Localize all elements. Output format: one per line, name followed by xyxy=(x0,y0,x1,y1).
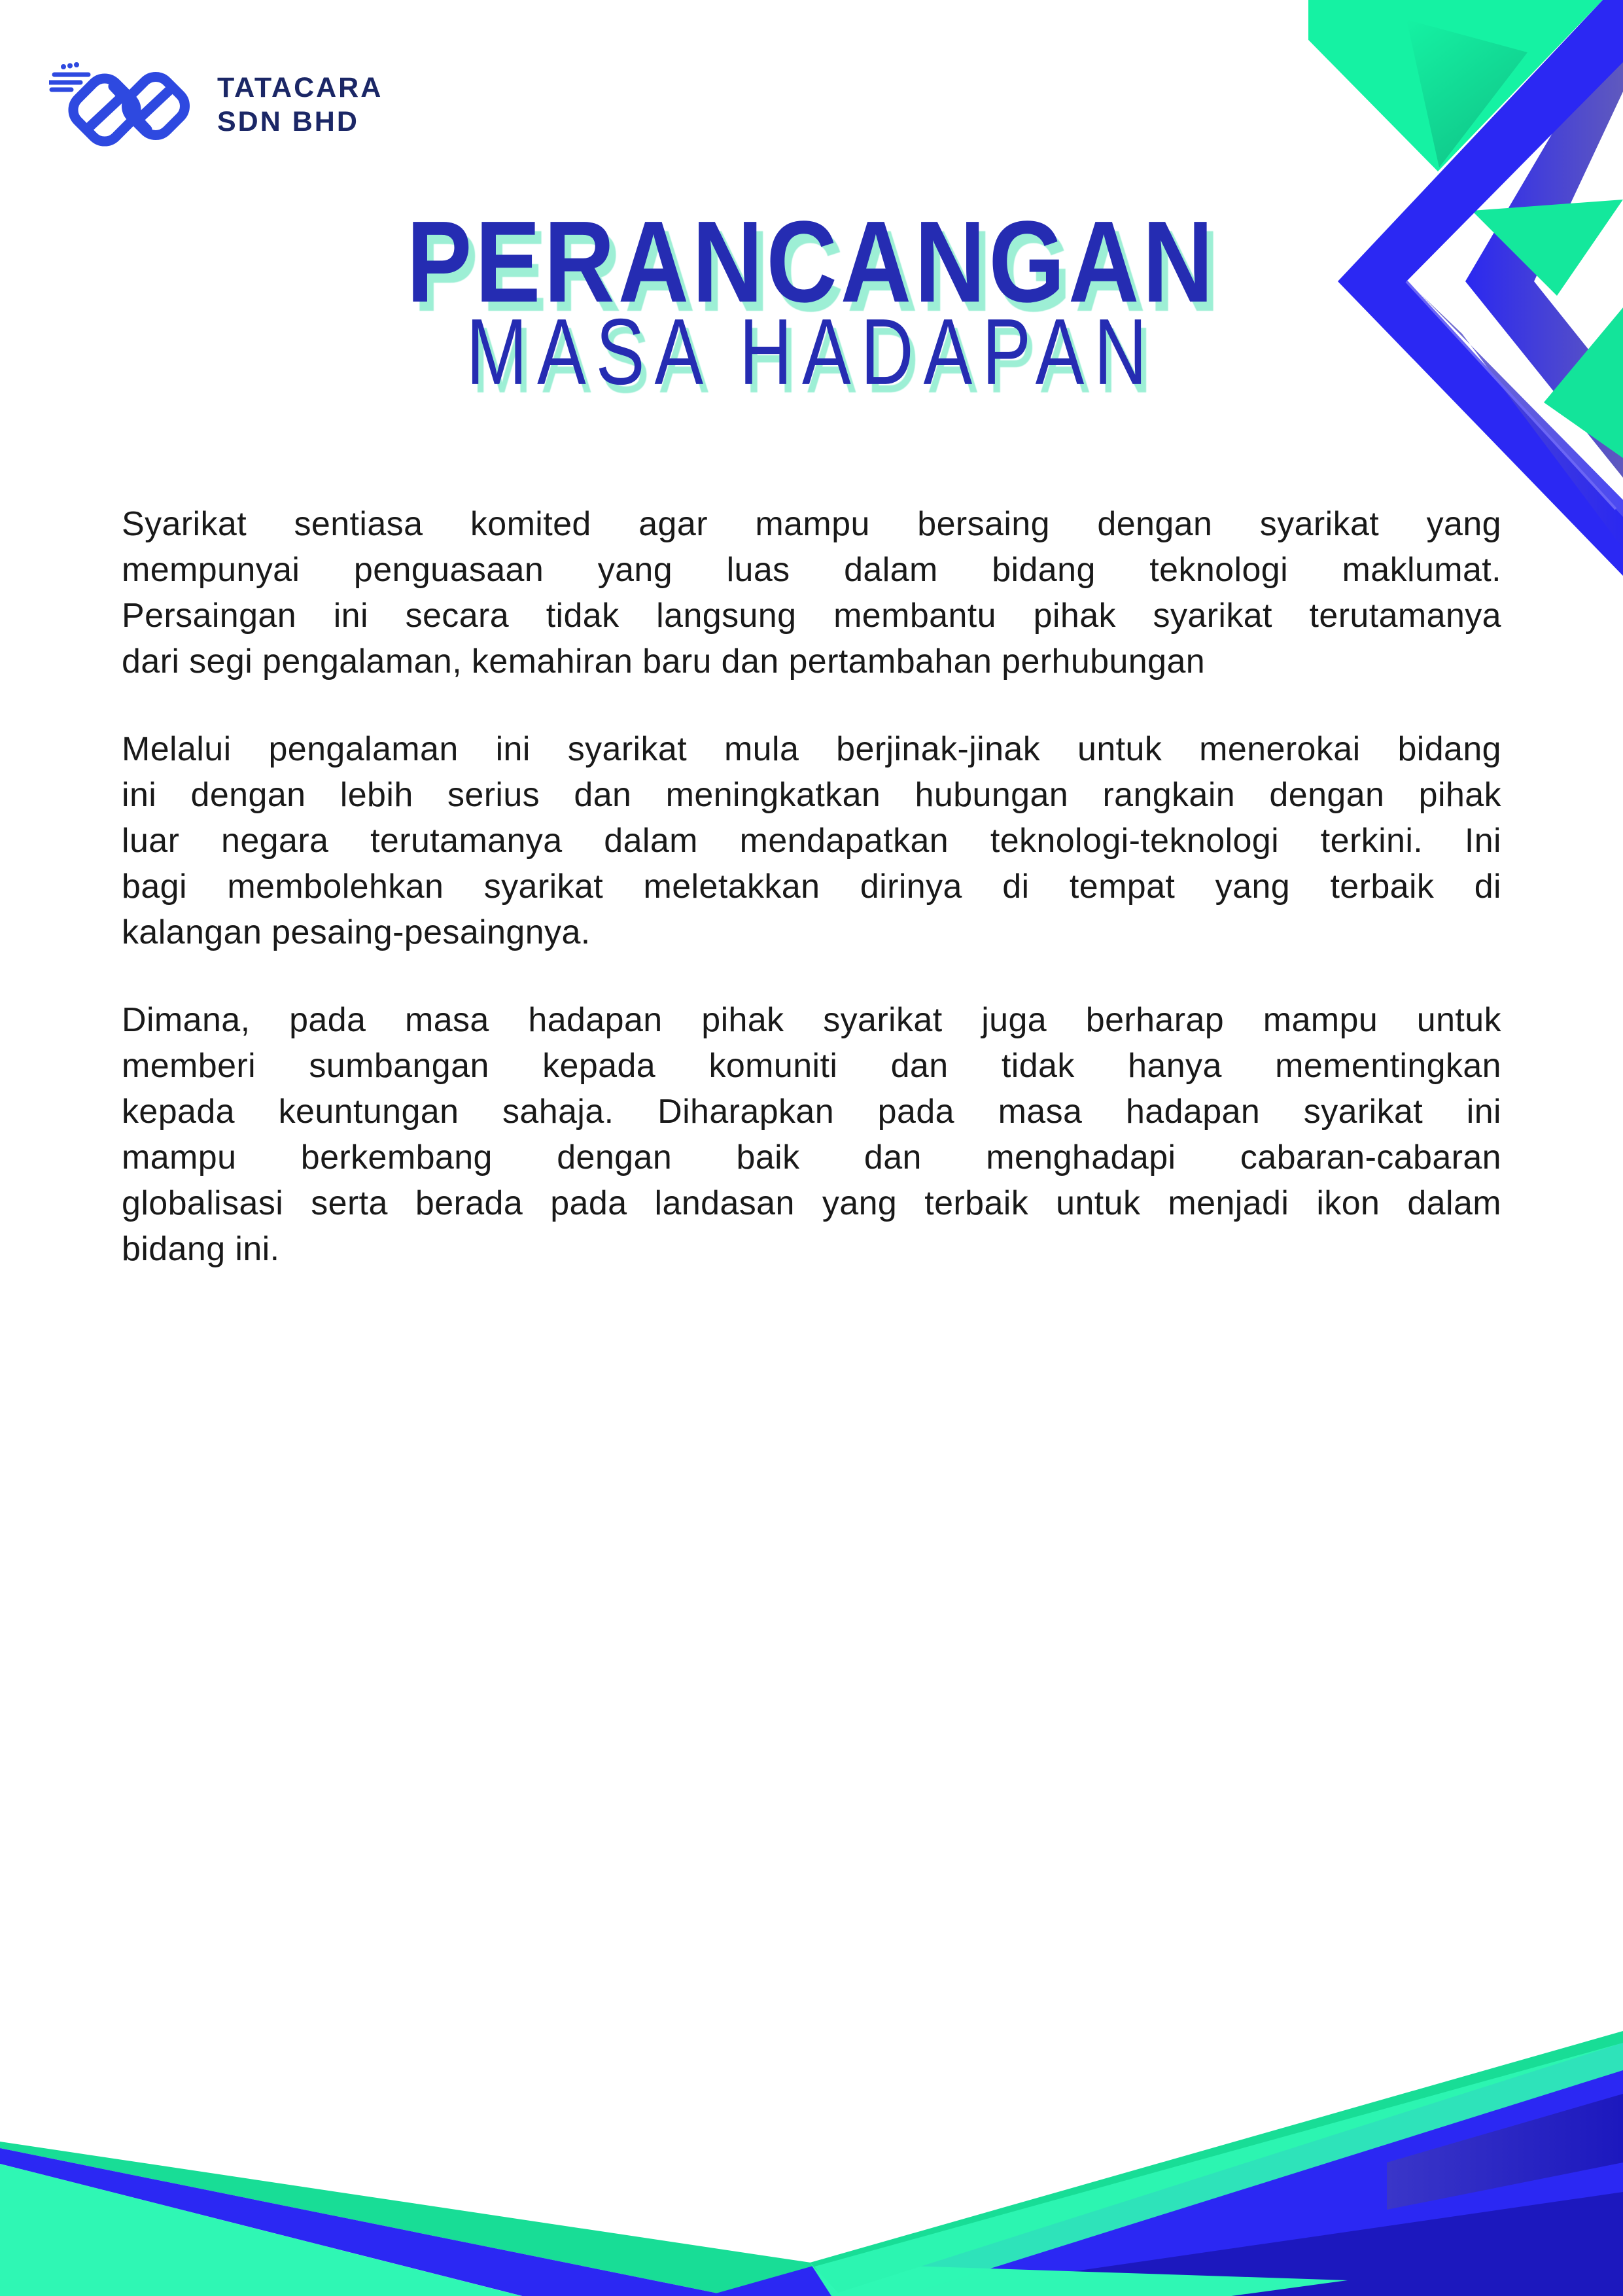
paragraph xyxy=(122,997,1501,1272)
company-name-line1: TATACARA xyxy=(217,72,383,103)
text-line: Persaingan ini secara tidak langsung membantu pihak syarikat terutamanya xyxy=(122,597,1501,635)
text-line: mempunyai penguasaan yang luas dalam bidang teknologi maklumat. xyxy=(122,551,1501,589)
title-line-sub: MASA HADAPAN xyxy=(466,299,1157,404)
text-line: globalisasi serta berada pada landasan yang terbaik untuk menjadi ikon dalam xyxy=(122,1184,1501,1222)
text-line: bidang ini. xyxy=(122,1230,280,1268)
text-line: mampu berkembang dengan baik dan menghadapi cabaran-cabaran xyxy=(122,1139,1501,1176)
text-line: ini dengan lebih serius dan meningkatkan hubungan rangkain dengan pihak xyxy=(122,776,1501,814)
paragraph xyxy=(122,726,1501,955)
paragraph xyxy=(122,501,1501,684)
company-name-line2: SDN BHD xyxy=(217,106,359,137)
text-line: dari segi pengalaman, kemahiran baru dan pertambahan perhubungan xyxy=(122,643,1206,680)
text-line: memberi sumbangan kepada komuniti dan tidak hanya mementingkan xyxy=(122,1047,1501,1085)
text-line: Melalui pengalaman ini syarikat mula berjinak-jinak untuk menerokai bidang xyxy=(122,730,1501,768)
company-name xyxy=(217,71,383,139)
text-line: Dimana, pada masa hadapan pihak syarikat juga berharap mampu untuk xyxy=(122,1001,1501,1039)
page-title xyxy=(0,195,1623,404)
infinity-chain-logo-icon xyxy=(49,58,203,156)
text-line: Syarikat sentiasa komited agar mampu bersaing dengan syarikat yang xyxy=(122,505,1501,543)
title-line-main: PERANCANGAN xyxy=(406,196,1217,327)
text-line: kalangan pesaing-pesaingnya. xyxy=(122,913,591,951)
text-line: bagi membolehkan syarikat meletakkan dirinya di tempat yang terbaik di xyxy=(122,868,1501,906)
bottom-decoration xyxy=(0,1874,1623,2296)
speed-dots xyxy=(61,62,79,69)
company-logo xyxy=(49,58,383,156)
text-line: luar negara terutamanya dalam mendapatkan teknologi-teknologi terkini. Ini xyxy=(122,822,1501,860)
geometric-stripes-graphic xyxy=(0,1874,1623,2296)
body-text xyxy=(122,501,1501,1272)
text-line: kepada keuntungan sahaja. Diharapkan pada masa hadapan syarikat ini xyxy=(122,1093,1501,1131)
